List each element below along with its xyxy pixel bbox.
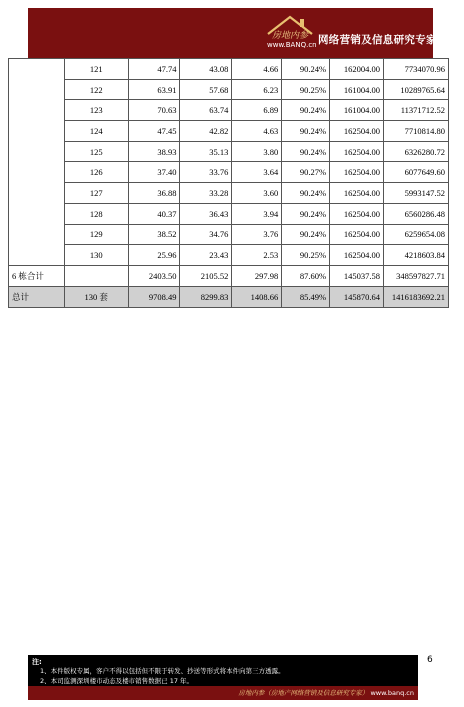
value-cell: 297.98 xyxy=(232,265,282,286)
value-cell: 35.13 xyxy=(180,141,232,162)
table-row xyxy=(9,203,449,224)
total-cell: 5993147.52 xyxy=(383,183,448,204)
footer-brand: 房地内参（房地产网络营销及信息研究专家） xyxy=(238,689,369,697)
value-cell: 37.40 xyxy=(128,162,180,183)
unit-cell: 122 xyxy=(64,79,128,100)
value-cell: 33.28 xyxy=(180,183,232,204)
total-cell: 4218603.84 xyxy=(383,245,448,266)
table-row xyxy=(9,183,449,204)
ratio-cell: 90.24% xyxy=(282,100,330,121)
value-cell: 3.94 xyxy=(232,203,282,224)
value-cell: 38.52 xyxy=(128,224,180,245)
ratio-cell: 90.27% xyxy=(282,162,330,183)
value-cell: 70.63 xyxy=(128,100,180,121)
table-body xyxy=(9,59,449,308)
table-row xyxy=(9,121,449,142)
value-cell: 36.88 xyxy=(128,183,180,204)
value-cell: 3.80 xyxy=(232,141,282,162)
value-cell: 87.60% xyxy=(282,265,330,286)
unit-cell: 123 xyxy=(64,100,128,121)
value-cell: 40.37 xyxy=(128,203,180,224)
value-cell: 47.45 xyxy=(128,121,180,142)
brand-name: 房地内参 xyxy=(272,31,309,41)
note-line-2: 2、本司监测深圳楼市动态及楼市销售数据已 17 年。 xyxy=(40,676,194,685)
value-cell: 63.74 xyxy=(180,100,232,121)
price-cell: 162504.00 xyxy=(330,141,384,162)
ratio-cell: 90.25% xyxy=(282,245,330,266)
ratio-cell: 90.25% xyxy=(282,79,330,100)
unit-cell: 129 xyxy=(64,224,128,245)
value-cell: 25.96 xyxy=(128,245,180,266)
value-cell: 23.43 xyxy=(180,245,232,266)
value-cell: 43.08 xyxy=(180,59,232,80)
total-cell: 6326280.72 xyxy=(383,141,448,162)
value-cell: 9708.49 xyxy=(128,286,180,307)
price-cell: 162504.00 xyxy=(330,203,384,224)
price-cell: 161004.00 xyxy=(330,79,384,100)
price-cell: 161004.00 xyxy=(330,100,384,121)
ratio-cell: 90.24% xyxy=(282,224,330,245)
brand-url: www.BANQ.cn xyxy=(267,41,317,49)
footer-url: www.banq.cn xyxy=(370,689,414,697)
value-cell: 348597827.71 xyxy=(383,265,448,286)
ratio-cell: 90.24% xyxy=(282,141,330,162)
total-cell: 11371712.52 xyxy=(383,100,448,121)
value-cell: 4.66 xyxy=(232,59,282,80)
unit-cell: 130 套 xyxy=(64,286,128,307)
value-cell: 36.43 xyxy=(180,203,232,224)
table-row xyxy=(9,162,449,183)
table-row xyxy=(9,59,449,80)
subtotal-row xyxy=(9,265,449,286)
ratio-cell: 90.24% xyxy=(282,59,330,80)
table-row xyxy=(9,245,449,266)
table-row xyxy=(9,79,449,100)
value-cell: 1408.66 xyxy=(232,286,282,307)
unit-cell: 124 xyxy=(64,121,128,142)
price-cell: 162504.00 xyxy=(330,121,384,142)
grand-total-row xyxy=(9,286,449,307)
price-cell: 162504.00 xyxy=(330,162,384,183)
ratio-cell: 90.24% xyxy=(282,121,330,142)
value-cell: 2105.52 xyxy=(180,265,232,286)
value-cell: 3.76 xyxy=(232,224,282,245)
value-cell: 6.89 xyxy=(232,100,282,121)
sales-table xyxy=(8,58,449,308)
footer-band xyxy=(28,686,418,700)
unit-cell: 127 xyxy=(64,183,128,204)
note-line-1: 1、本件版权专属，客户不得以包括但不限于转发、抄送等形式将本件向第三方透露。 xyxy=(40,667,285,676)
value-cell: 1416183692.21 xyxy=(383,286,448,307)
brand-logo xyxy=(262,14,437,52)
table-row xyxy=(9,141,449,162)
unit-cell: 130 xyxy=(64,245,128,266)
value-cell: 33.76 xyxy=(180,162,232,183)
price-cell: 162504.00 xyxy=(330,224,384,245)
page-number: 6 xyxy=(427,655,433,665)
value-cell: 57.68 xyxy=(180,79,232,100)
header-title: 网络营销及信息研究专家 xyxy=(318,34,437,46)
total-cell: 6259654.08 xyxy=(383,224,448,245)
ratio-cell: 90.24% xyxy=(282,203,330,224)
value-cell: 145870.64 xyxy=(330,286,384,307)
value-cell: 38.93 xyxy=(128,141,180,162)
value-cell: 6.23 xyxy=(232,79,282,100)
summary-label: 6 栋合计 xyxy=(9,265,65,286)
value-cell: 34.76 xyxy=(180,224,232,245)
total-cell: 7710814.80 xyxy=(383,121,448,142)
total-cell: 7734070.96 xyxy=(383,59,448,80)
total-cell: 6560286.48 xyxy=(383,203,448,224)
table-row xyxy=(9,224,449,245)
value-cell: 3.64 xyxy=(232,162,282,183)
value-cell: 2403.50 xyxy=(128,265,180,286)
ratio-cell: 90.24% xyxy=(282,183,330,204)
value-cell: 42.82 xyxy=(180,121,232,142)
value-cell: 8299.83 xyxy=(180,286,232,307)
value-cell: 3.60 xyxy=(232,183,282,204)
unit-cell: 125 xyxy=(64,141,128,162)
price-cell: 162004.00 xyxy=(330,59,384,80)
price-cell: 162504.00 xyxy=(330,245,384,266)
value-cell: 85.49% xyxy=(282,286,330,307)
value-cell: 2.53 xyxy=(232,245,282,266)
unit-cell: 126 xyxy=(64,162,128,183)
value-cell: 47.74 xyxy=(128,59,180,80)
table-row xyxy=(9,100,449,121)
note-label: 注: xyxy=(32,658,42,666)
total-cell: 6077649.60 xyxy=(383,162,448,183)
building-cell xyxy=(9,59,65,266)
total-cell: 10289765.64 xyxy=(383,79,448,100)
unit-cell xyxy=(64,265,128,286)
value-cell: 4.63 xyxy=(232,121,282,142)
value-cell: 145037.58 xyxy=(330,265,384,286)
unit-cell: 128 xyxy=(64,203,128,224)
value-cell: 63.91 xyxy=(128,79,180,100)
price-cell: 162504.00 xyxy=(330,183,384,204)
summary-label: 总计 xyxy=(9,286,65,307)
unit-cell: 121 xyxy=(64,59,128,80)
